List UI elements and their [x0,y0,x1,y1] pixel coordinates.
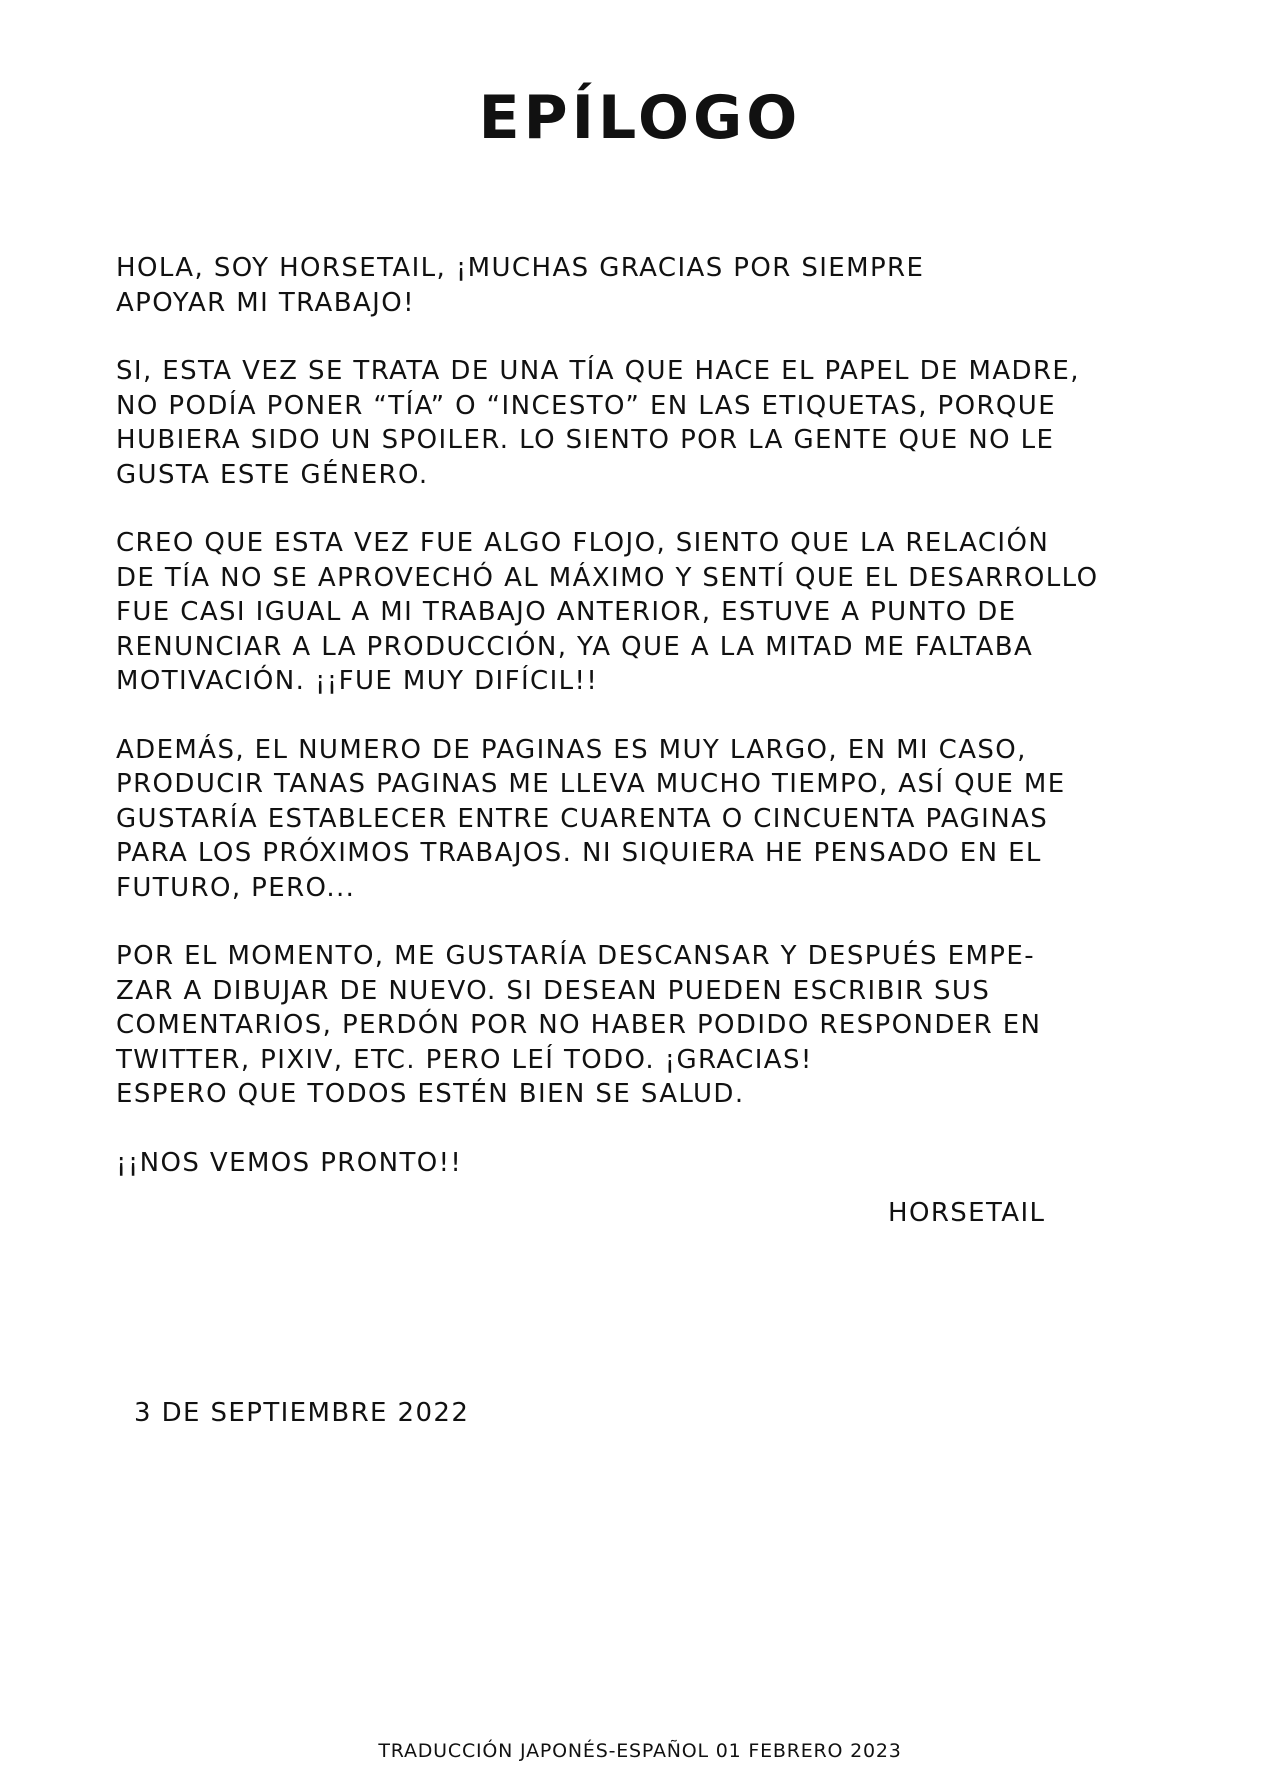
text-line: PRODUCIR TANAS PAGINAS ME LLEVA MUCHO TIEMPO, ASÍ QUE ME [116,769,1066,799]
text-line: GUSTARÍA ESTABLECER ENTRE CUARENTA O CINCUENTA PAGINAS [116,803,1049,834]
text-line: ADEMÁS, EL NUMERO DE PAGINAS ES MUY LARGO, EN MI CASO, [116,734,1027,765]
paragraph-aunt-theme [116,354,1216,492]
paragraph-greeting [116,251,1216,320]
paragraph-page-count [116,733,1216,906]
translation-credit: TRADUCCIÓN JAPONÉS-ESPAÑOL 01 FEBRERO 2023 [378,1740,902,1762]
text-line: FUE CASI IGUAL A MI TRABAJO ANTERIOR, ESTUVE A PUNTO DE [116,597,1017,627]
text-line: RENUNCIAR A LA PRODUCCIÓN, YA QUE A LA MITAD ME FALTABA [116,631,1034,662]
text-line: FUTURO, PERO... [116,872,356,903]
text-line: ESPERO QUE TODOS ESTÉN BIEN SE SALUD. [116,1079,745,1109]
text-line: NO PODÍA PONER “TÍA” O “INCESTO” EN LAS ETIQUETAS, PORQUE [116,390,1057,421]
text-line: ¡¡NOS VEMOS PRONTO!! [116,1147,463,1178]
text-line: HOLA, SOY HORSETAIL, ¡MUCHAS GRACIAS POR SIEMPRE [116,253,925,283]
text-line: DE TÍA NO SE APROVECHÓ AL MÁXIMO Y SENTÍ QUE EL DESARROLLO [116,562,1099,593]
paragraph-rest [116,939,1216,1112]
paragraph-reflection [116,526,1216,699]
text-line: CREO QUE ESTA VEZ FUE ALGO FLOJO, SIENTO QUE LA RELACIÓN [116,528,1050,558]
text-line: HUBIERA SIDO UN SPOILER. LO SIENTO POR LA GENTE QUE NO LE [116,425,1055,455]
signature: HORSETAIL [888,1198,1046,1228]
text-line: GUSTA ESTE GÉNERO. [116,459,429,490]
text-line: POR EL MOMENTO, ME GUSTARÍA DESCANSAR Y DESPUÉS EMPE- [116,941,1035,971]
page-title: EPÍLOGO [478,83,802,153]
text-line: COMENTARIOS, PERDÓN POR NO HABER PODIDO RESPONDER EN [116,1010,1042,1040]
text-line: MOTIVACIÓN. ¡¡FUE MUY DIFÍCIL!! [116,666,599,696]
letter-body [116,251,1216,1214]
text-line: ZAR A DIBUJAR DE NUEVO. SI DESEAN PUEDEN ESCRIBIR SUS [116,975,991,1006]
text-line: APOYAR MI TRABAJO! [116,287,415,318]
date: 3 DE SEPTIEMBRE 2022 [134,1398,470,1428]
text-line: SI, ESTA VEZ SE TRATA DE UNA TÍA QUE HACE EL PAPEL DE MADRE, [116,356,1080,386]
text-line: TWITTER, PIXIV, ETC. PERO LEÍ TODO. ¡GRACIAS! [116,1044,813,1075]
text-line: PARA LOS PRÓXIMOS TRABAJOS. NI SIQUIERA HE PENSADO EN EL [116,838,1042,868]
paragraph-farewell [116,1146,1216,1181]
